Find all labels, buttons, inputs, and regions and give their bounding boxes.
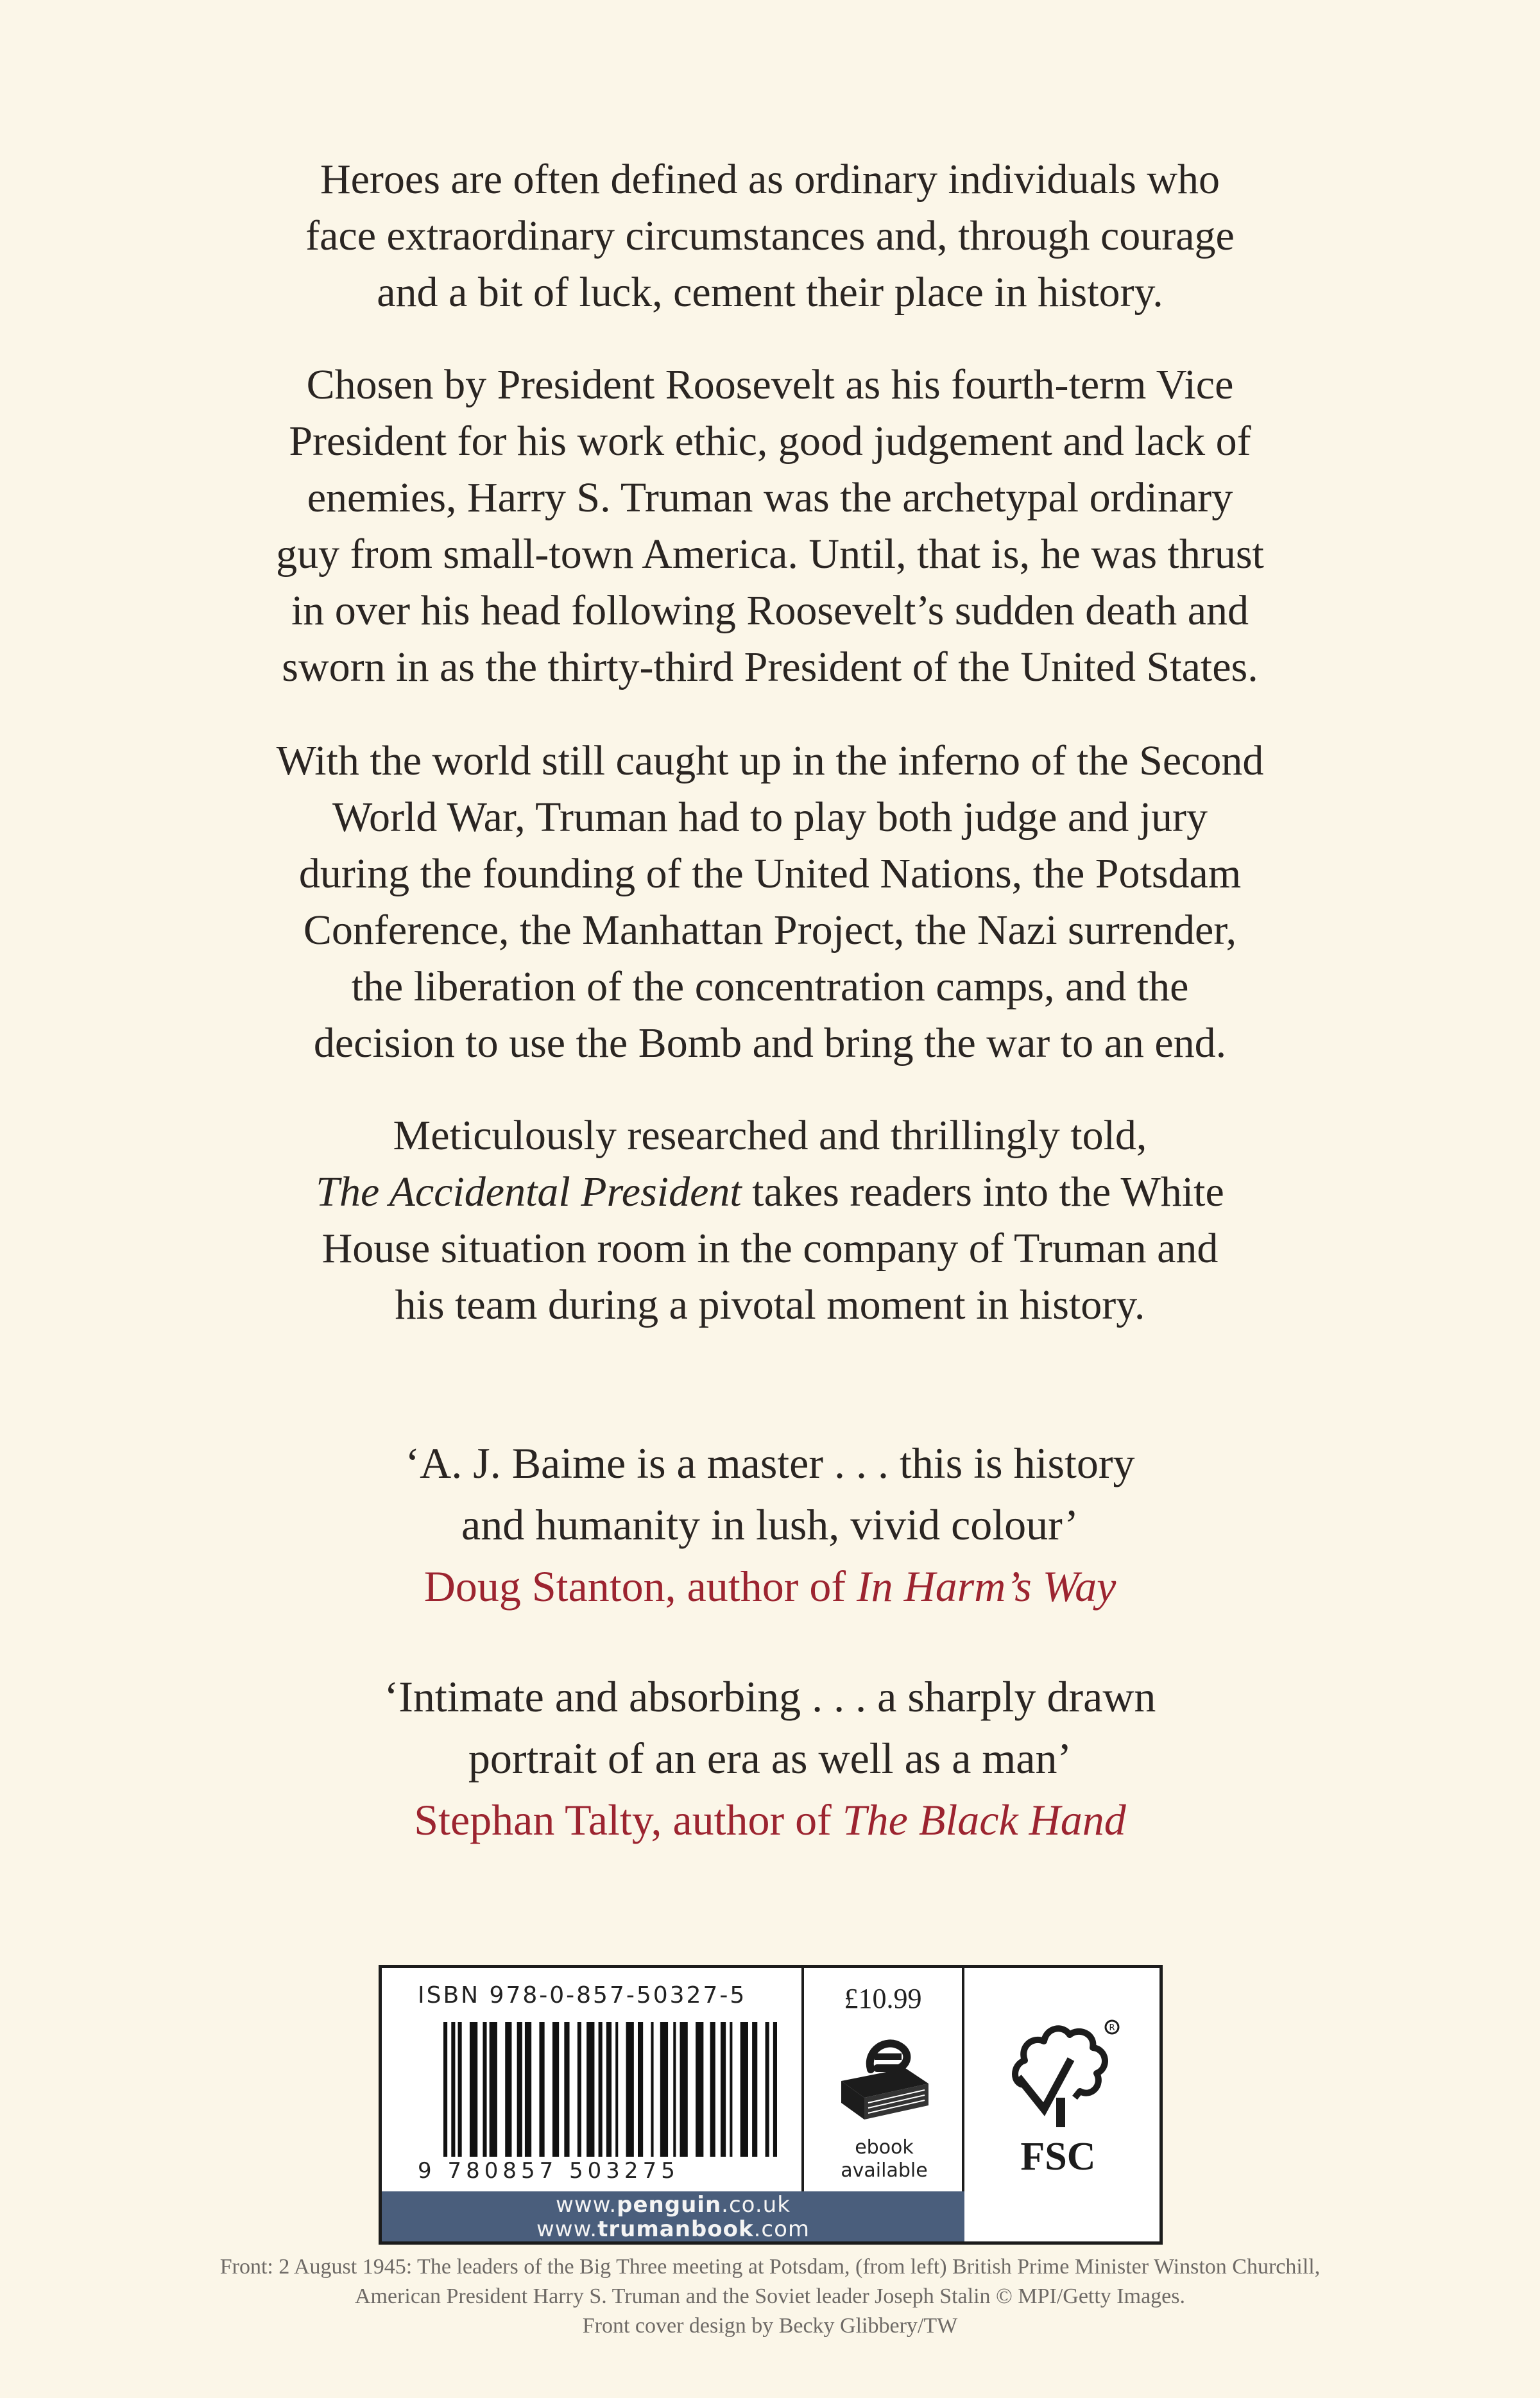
barcode-bar — [721, 2022, 726, 2157]
barcode-bar — [766, 2022, 769, 2157]
fsc-cell — [964, 1968, 1159, 2241]
barcode-bar — [443, 2022, 447, 2157]
barcode-bar — [606, 2022, 612, 2157]
blurb-line: face extraordinary circumstances and, through courage — [305, 212, 1235, 259]
book-title: The Accidental President — [316, 1169, 742, 1215]
barcode-bar — [490, 2022, 497, 2157]
barcode-bar — [599, 2022, 603, 2157]
barcode-bar — [680, 2022, 688, 2157]
quote-line: ‘A. J. Baime is a master . . . this is history — [405, 1439, 1135, 1487]
cover-credits — [0, 2252, 1540, 2341]
barcode-bar — [517, 2022, 522, 2157]
ebook-available-label — [804, 2136, 964, 2182]
blurb-line: the liberation of the concentration camps, and the — [351, 963, 1189, 1010]
barcode-bar — [539, 2022, 544, 2157]
barcode-graphic — [443, 2022, 777, 2157]
blurb-line: Meticulously researched and thrillingly told, — [393, 1112, 1147, 1159]
price: £10.99 — [844, 1983, 922, 2014]
isbn-label: ISBN 978-0-857-50327-5 — [418, 1982, 747, 2008]
barcode-bar — [710, 2022, 715, 2157]
attribution-work: In Harm’s Way — [857, 1562, 1116, 1611]
barcode-bar — [752, 2022, 757, 2157]
svg-text:R: R — [1109, 2023, 1115, 2033]
barcode-bar — [773, 2022, 777, 2157]
barcode-bar — [586, 2022, 594, 2157]
blurb-paragraph-3 — [128, 733, 1412, 1072]
barcode-bar — [451, 2022, 455, 2157]
blurb-paragraph-2 — [128, 357, 1412, 696]
ebook-label-line: available — [841, 2159, 928, 2182]
blurb-line: and a bit of luck, cement their place in history. — [377, 269, 1163, 316]
barcode-bar — [578, 2022, 581, 2157]
blurb-line: guy from small-town America. Until, that is, he was thrust — [276, 531, 1264, 578]
blurb-line: enemies, Harry S. Truman was the archetypal ordinary — [307, 474, 1233, 521]
barcode-bar — [458, 2022, 462, 2157]
website-link-trumanbook[interactable]: www.trumanbook.com — [536, 2216, 810, 2242]
website-strip — [382, 2191, 964, 2241]
barcode-bar — [615, 2022, 618, 2157]
barcode-digits: 9 780857 503275 — [418, 2158, 680, 2184]
barcode-bar — [552, 2022, 559, 2157]
barcode-bar — [651, 2022, 653, 2157]
barcode-bar — [730, 2022, 732, 2157]
barcode-bar — [696, 2022, 703, 2157]
fsc-logo-icon — [999, 2001, 1127, 2194]
blurb-line: Conference, the Manhattan Project, the Nazi surrender, — [303, 907, 1237, 954]
blurb-line: during the founding of the United Nations, the Potsdam — [298, 850, 1242, 897]
attribution-author: Doug Stanton, author of — [424, 1562, 857, 1611]
blurb-line: World War, Truman had to play both judge and jury — [332, 794, 1208, 841]
review-quote-2 — [128, 1666, 1412, 1851]
barcode-bar — [740, 2022, 748, 2157]
barcode-cell — [382, 1968, 804, 2191]
fsc-label: FSC — [1020, 2135, 1096, 2179]
ebook-icon — [835, 2031, 934, 2127]
blurb-line: sworn in as the thirty-third President of the United States. — [282, 644, 1258, 690]
blurb-paragraph-1 — [128, 151, 1412, 321]
quote-line: ‘Intimate and absorbing . . . a sharply drawn — [384, 1672, 1156, 1721]
credit-line: Front: 2 August 1945: The leaders of the Big Three meeting at Potsdam, (from left) British Prime Minister Winston Churchill, — [219, 2255, 1321, 2279]
attribution-author: Stephan Talty, author of — [414, 1795, 843, 1844]
blurb-line: in over his head following Roosevelt’s sudden death and — [291, 587, 1249, 634]
blurb-paragraph-4 — [128, 1108, 1412, 1333]
blurb-line: President for his work ethic, good judgement and lack of — [289, 418, 1251, 465]
website-link-penguin[interactable]: www.penguin.co.uk — [556, 2192, 791, 2218]
attribution-work: The Black Hand — [842, 1795, 1126, 1844]
barcode-bar — [470, 2022, 477, 2157]
barcode-bar — [660, 2022, 668, 2157]
barcode-panel — [379, 1965, 1163, 2245]
blurb-line: With the world still caught up in the inferno of the Second — [276, 737, 1264, 784]
quote-attribution — [128, 1789, 1412, 1851]
credit-line: American President Harry S. Truman and the Soviet leader Joseph Stalin © MPI/Getty Images. — [354, 2284, 1185, 2308]
blurb-line: Chosen by President Roosevelt as his fourth-term Vice — [306, 361, 1234, 408]
blurb-line: his team during a pivotal moment in history. — [395, 1281, 1145, 1328]
ebook-label-line: ebook — [855, 2136, 914, 2159]
barcode-bar — [483, 2022, 486, 2157]
credit-line: Front cover design by Becky Glibbery/TW — [582, 2314, 958, 2338]
blurb-line: Heroes are often defined as ordinary individuals who — [320, 156, 1220, 203]
blurb-line: House situation room in the company of Truman and — [321, 1225, 1219, 1272]
barcode-bar — [505, 2022, 511, 2157]
blurb-line — [128, 1164, 1412, 1220]
barcode-bar — [564, 2022, 569, 2157]
barcode-bar — [673, 2022, 676, 2157]
review-quote-1 — [128, 1432, 1412, 1617]
quote-attribution — [128, 1555, 1412, 1617]
quote-line: and humanity in lush, vivid colour’ — [461, 1500, 1079, 1549]
quote-line: portrait of an era as well as a man’ — [468, 1734, 1072, 1783]
price-cell — [804, 1968, 964, 2191]
blurb-line-rest: takes readers into the White — [741, 1169, 1224, 1215]
barcode-bar — [525, 2022, 531, 2157]
blurb-line: decision to use the Bomb and bring the war to an end. — [313, 1020, 1227, 1066]
barcode-bar — [626, 2022, 634, 2157]
barcode-bar — [638, 2022, 643, 2157]
